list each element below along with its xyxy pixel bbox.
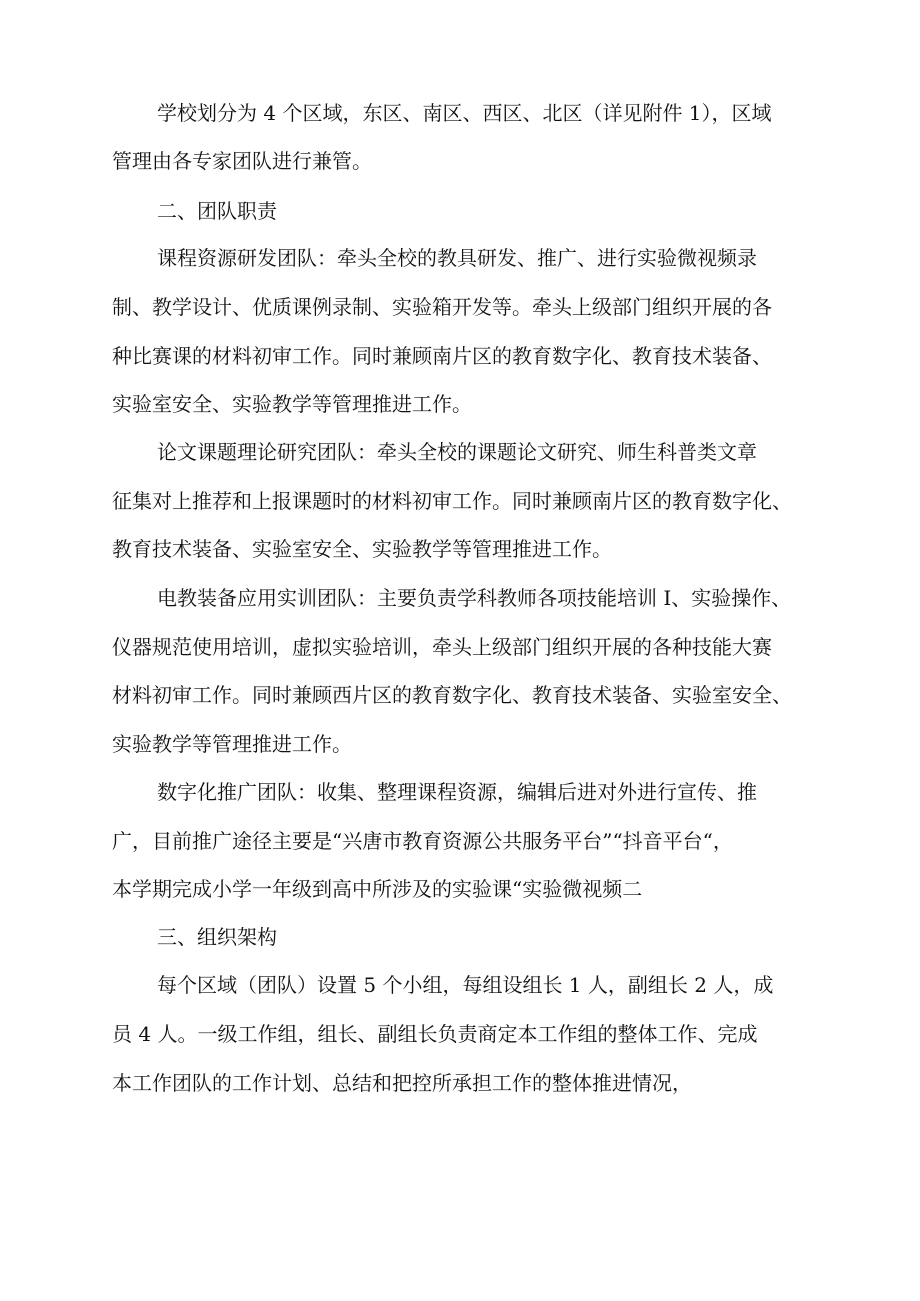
paragraph-thesis-research-line-3: 教育技术装备、实验室安全、实验教学等管理推进工作。 [112, 537, 612, 561]
paragraph-equipment-training-line-2: 仪器规范使用培训，虚拟实验培训，牵头上级部门组织开展的各种技能大赛 [112, 635, 772, 659]
paragraph-organization-line-2: 员 4 人。一级工作组，组长、副组长负责商定本工作组的整体工作、完成 [112, 1022, 758, 1046]
paragraph-course-resource-line-4: 实验室安全、实验教学等管理推进工作。 [112, 392, 472, 416]
paragraph-organization-line-1: 每个区域（团队）设置 5 个小组，每组设组长 1 人，副组长 2 人，成 [157, 973, 774, 997]
section-heading-organization: 三、组织架构 [157, 925, 277, 949]
paragraph-course-resource-line-2: 制、教学设计、优质课例录制、实验箱开发等。牵头上级部门组织开展的各 [112, 295, 772, 319]
paragraph-1-line-2: 管理由各专家团队进行兼管。 [112, 149, 372, 173]
paragraph-equipment-training-line-3: 材料初审工作。同时兼顾西片区的教育数字化、教育技术装备、实验室安全、 [112, 683, 792, 707]
paragraph-course-resource-line-3: 种比赛课的材料初审工作。同时兼顾南片区的教育数字化、教育技术装备、 [112, 344, 772, 368]
paragraph-digital-promotion-line-3: 本学期完成小学一年级到高中所涉及的实验课“实验微视频二 [112, 877, 643, 901]
paragraph-equipment-training-line-1: 电教装备应用实训团队：主要负责学科教师各项技能培训 I、实验操作、 [157, 586, 792, 610]
paragraph-course-resource-line-1: 课程资源研发团队：牵头全校的教具研发、推广、进行实验微视频录 [157, 246, 757, 270]
paragraph-thesis-research-line-1: 论文课题理论研究团队：牵头全校的课题论文研究、师生科普类文章 [157, 440, 757, 464]
paragraph-digital-promotion-line-2: 广，目前推广途径主要是“兴唐市教育资源公共服务平台”“抖音平台“， [112, 829, 733, 853]
paragraph-equipment-training-line-4: 实验教学等管理推进工作。 [112, 732, 352, 756]
paragraph-digital-promotion-line-1: 数字化推广团队：收集、整理课程资源，编辑后进对外进行宣传、推 [157, 780, 757, 804]
paragraph-1-line-1: 学校划分为 4 个区域，东区、南区、西区、北区（详见附件 1），区域 [157, 101, 772, 125]
section-heading-team-duties: 二、团队职责 [157, 199, 277, 223]
paragraph-organization-line-3: 本工作团队的工作计划、总结和把控所承担工作的整体推进情况， [112, 1071, 692, 1095]
paragraph-thesis-research-line-2: 征集对上推荐和上报课题时的材料初审工作。同时兼顾南片区的教育数字化、 [112, 489, 792, 513]
